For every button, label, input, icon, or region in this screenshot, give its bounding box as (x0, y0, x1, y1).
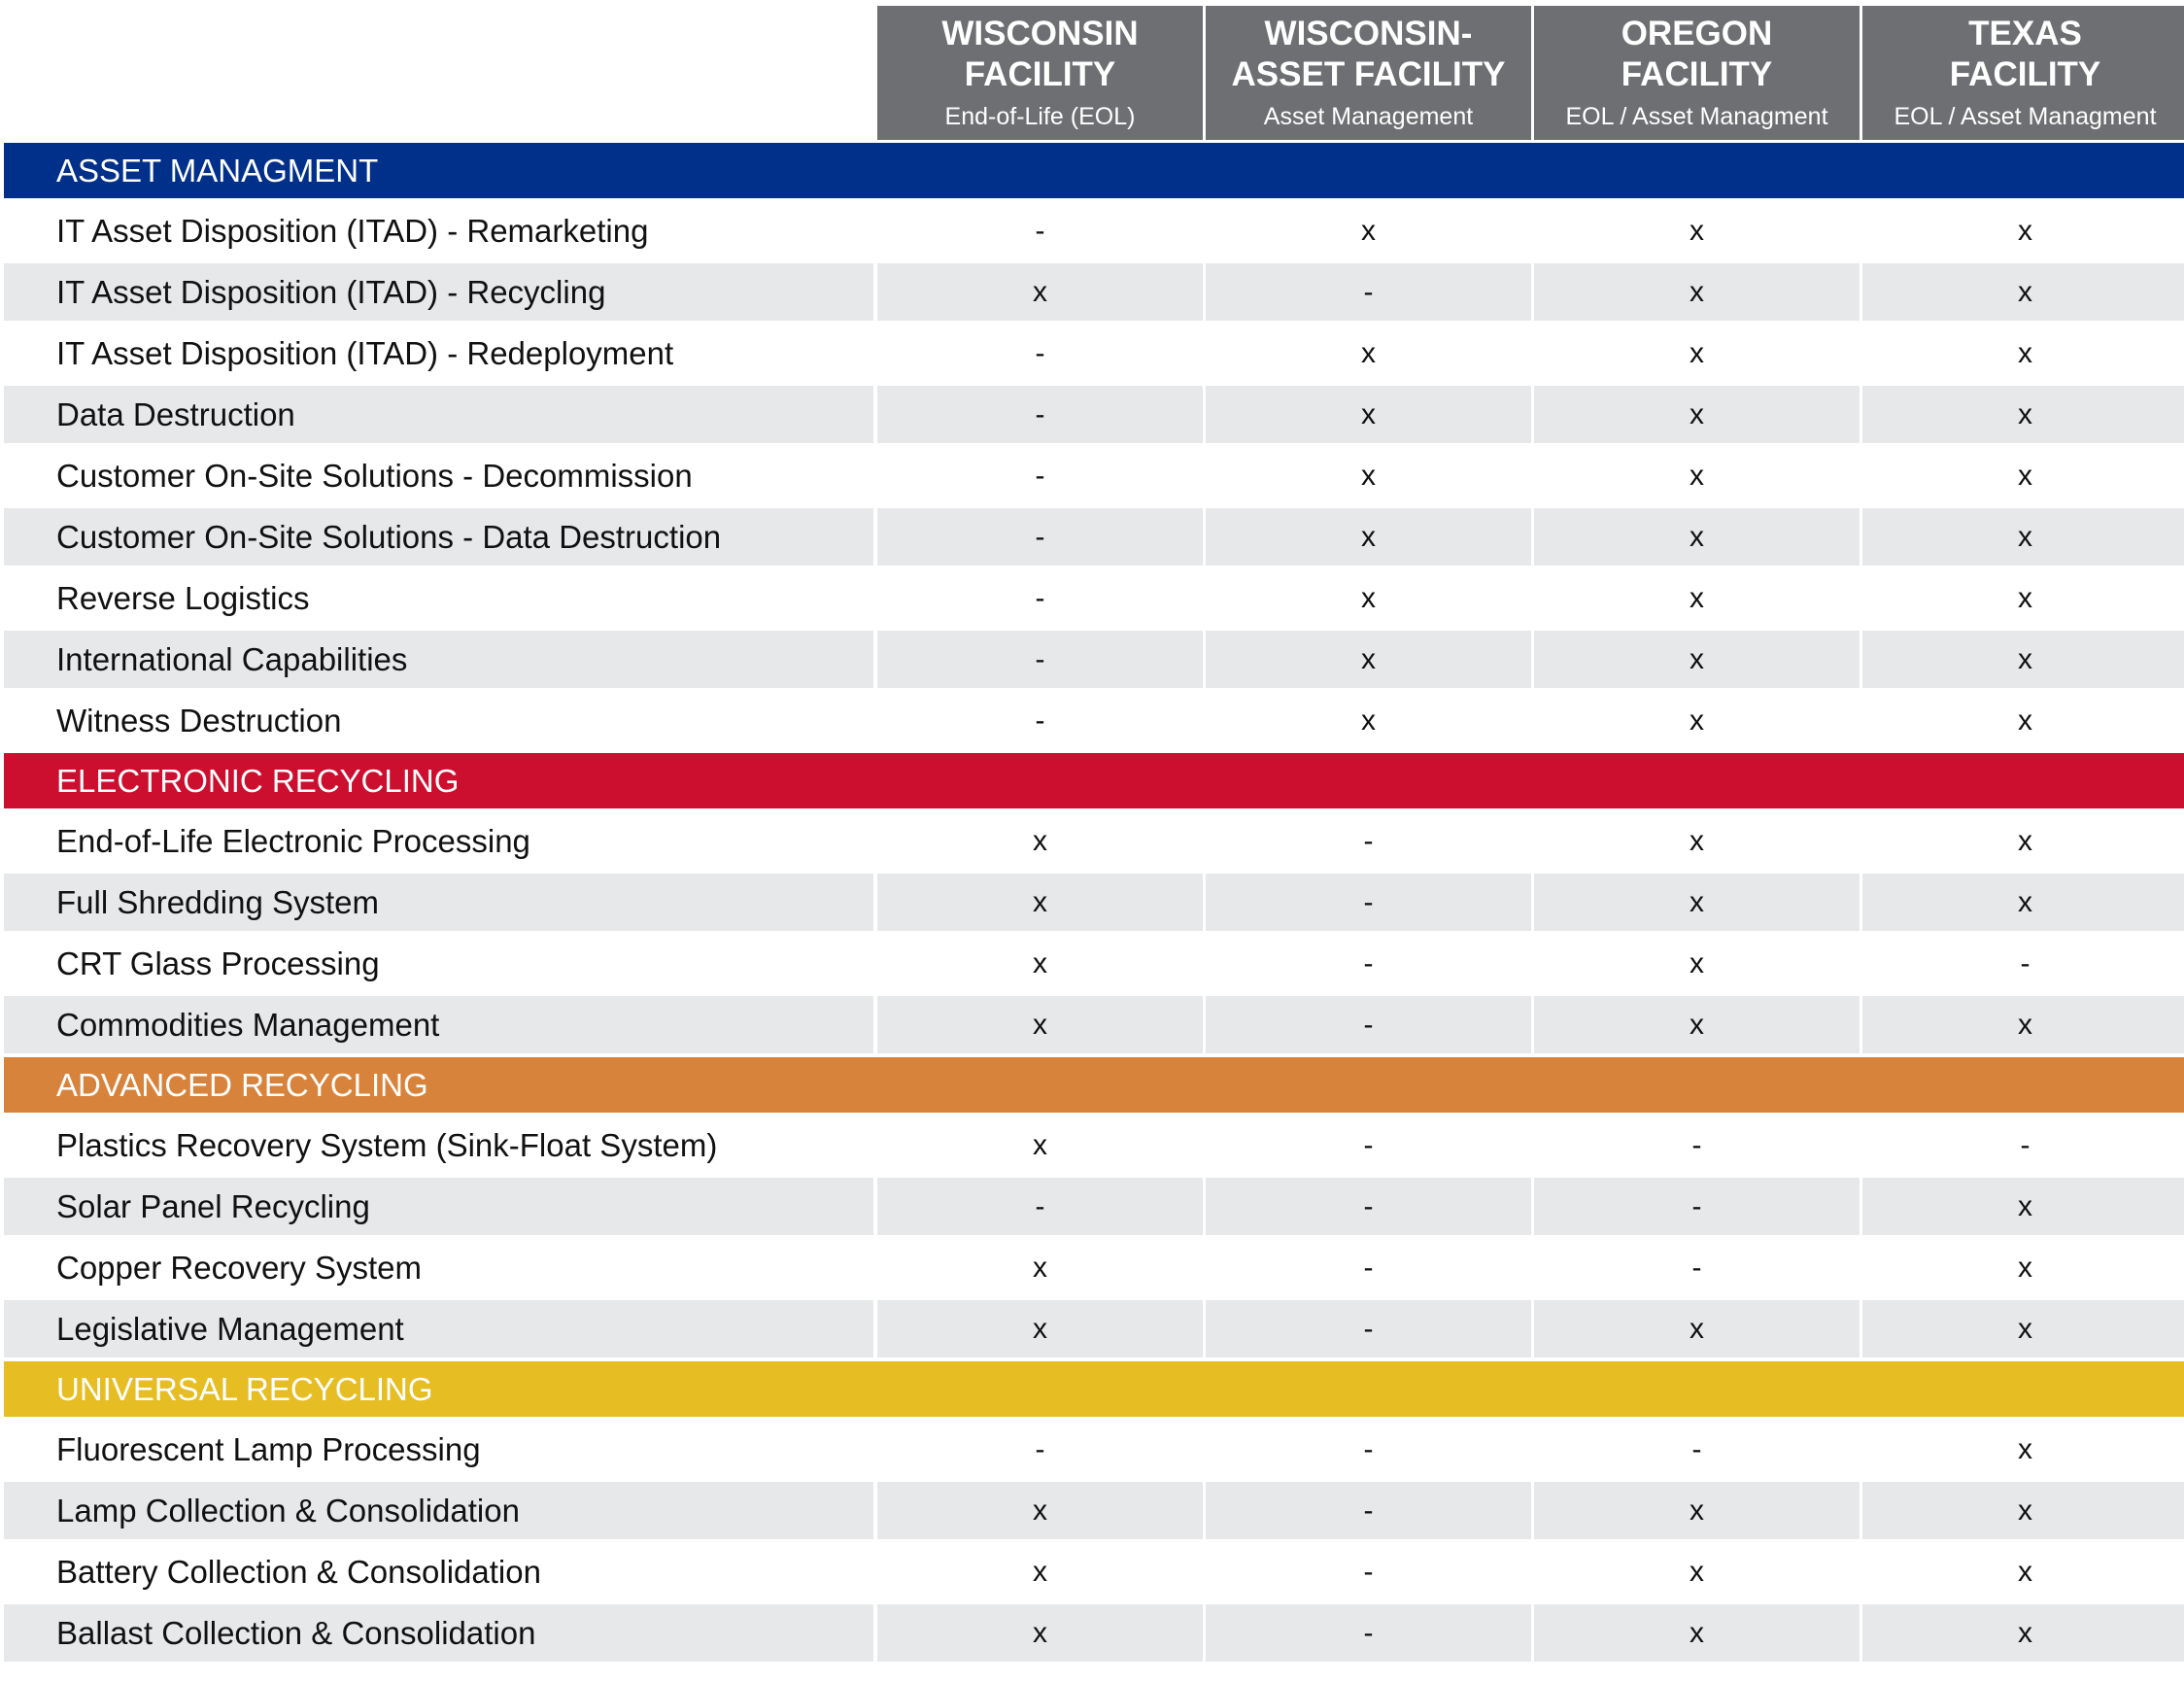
row-label: Full Shredding System (4, 874, 873, 931)
capability-cell: x (1534, 812, 1860, 870)
capability-cell: - (877, 508, 1203, 566)
capability-cell: - (877, 386, 1203, 443)
capability-cell: x (1534, 1543, 1860, 1600)
row-label: Commodities Management (4, 996, 873, 1053)
capability-cell: - (1534, 1421, 1860, 1478)
row-label: Battery Collection & Consolidation (4, 1543, 873, 1600)
capability-cell: x (1534, 874, 1860, 931)
capability-cell: - (1206, 1116, 1531, 1174)
capability-cell: x (1534, 631, 1860, 688)
capability-cell: x (1862, 1604, 2184, 1662)
section-header: ADVANCED RECYCLING (4, 1057, 2184, 1113)
capability-cell: x (877, 874, 1203, 931)
capability-cell: x (1862, 692, 2184, 749)
capability-cell: x (1534, 935, 1860, 992)
row-label: Fluorescent Lamp Processing (4, 1421, 873, 1478)
capability-cell: x (1534, 1604, 1860, 1662)
capability-cell: x (877, 996, 1203, 1053)
column-title-line1: WISCONSIN (941, 15, 1139, 52)
capability-cell: x (1862, 1239, 2184, 1296)
table-row (4, 569, 2184, 627)
capability-cell: x (1862, 812, 2184, 870)
row-label: Copper Recovery System (4, 1239, 873, 1296)
row-label: Reverse Logistics (4, 569, 873, 627)
column-subtitle: EOL / Asset Managment (1894, 103, 2157, 130)
capability-cell: x (877, 1482, 1203, 1539)
column-header (1862, 6, 2184, 140)
capability-cell: x (1862, 325, 2184, 382)
capability-cell: x (1206, 508, 1531, 566)
table-row (4, 935, 2184, 992)
column-title-line1: OREGON (1621, 15, 1773, 52)
capability-cell: - (1862, 935, 2184, 992)
capability-cell: x (877, 812, 1203, 870)
capability-cell: x (877, 1116, 1203, 1174)
table-row (4, 996, 2184, 1053)
capability-cell: x (1862, 263, 2184, 321)
table-row (4, 263, 2184, 321)
capability-cell: - (877, 325, 1203, 382)
table-row (4, 447, 2184, 504)
row-label: IT Asset Disposition (ITAD) - Recycling (4, 263, 873, 321)
row-label: Customer On-Site Solutions - Decommission (4, 447, 873, 504)
table-row (4, 692, 2184, 749)
column-title-line2: ASSET FACILITY (1231, 55, 1506, 93)
row-label: IT Asset Disposition (ITAD) - Redeployment (4, 325, 873, 382)
row-label: Lamp Collection & Consolidation (4, 1482, 873, 1539)
capability-cell: x (1206, 386, 1531, 443)
capability-cell: x (877, 1543, 1203, 1600)
section-header: ELECTRONIC RECYCLING (4, 753, 2184, 808)
table-row (4, 1239, 2184, 1296)
capability-cell: x (1206, 692, 1531, 749)
table-row (4, 1604, 2184, 1662)
capability-cell: - (1206, 263, 1531, 321)
column-subtitle: End-of-Life (EOL) (944, 103, 1136, 130)
column-header (1206, 6, 1531, 140)
capability-cell: - (877, 569, 1203, 627)
column-title-line2: FACILITY (1949, 55, 2101, 93)
capability-cell: x (1534, 996, 1860, 1053)
column-header (1534, 6, 1860, 140)
capability-cell: - (1206, 812, 1531, 870)
capability-cell: - (1206, 874, 1531, 931)
capability-cell: x (1534, 1482, 1860, 1539)
capability-cell: x (1534, 569, 1860, 627)
capability-cell: x (1206, 325, 1531, 382)
column-subtitle: EOL / Asset Managment (1565, 103, 1828, 130)
table-row (4, 325, 2184, 382)
table-row (4, 386, 2184, 443)
capability-cell: - (1206, 1482, 1531, 1539)
capability-cell: x (1862, 1421, 2184, 1478)
capability-cell: x (1206, 447, 1531, 504)
capability-cell: x (877, 1239, 1203, 1296)
capability-cell: x (1534, 325, 1860, 382)
table-row (4, 202, 2184, 259)
table-row (4, 1482, 2184, 1539)
capability-cell: - (1206, 1178, 1531, 1235)
capability-cell: x (1862, 1178, 2184, 1235)
capability-cell: x (1862, 569, 2184, 627)
table-row (4, 631, 2184, 688)
capability-cell: - (877, 1178, 1203, 1235)
table-row (4, 874, 2184, 931)
section-header: ASSET MANAGMENT (4, 143, 2184, 198)
capability-cell: x (877, 263, 1203, 321)
row-label: Legislative Management (4, 1300, 873, 1357)
capability-cell: - (1862, 1116, 2184, 1174)
table-row (4, 1116, 2184, 1174)
table-row (4, 1178, 2184, 1235)
capability-cell: x (1862, 508, 2184, 566)
column-title-line2: FACILITY (964, 55, 1116, 93)
capability-cell: - (1206, 1543, 1531, 1600)
column-title-line1: WISCONSIN- (1264, 15, 1473, 52)
table-row (4, 1543, 2184, 1600)
capability-cell: x (1534, 447, 1860, 504)
table-row (4, 812, 2184, 870)
capability-cell: x (1862, 1543, 2184, 1600)
row-label: End-of-Life Electronic Processing (4, 812, 873, 870)
capability-cell: - (1206, 1604, 1531, 1662)
row-label: CRT Glass Processing (4, 935, 873, 992)
capability-cell: - (877, 1421, 1203, 1478)
capability-cell: x (1534, 202, 1860, 259)
capability-cell: x (1862, 386, 2184, 443)
capability-cell: - (1206, 996, 1531, 1053)
capability-cell: x (1534, 508, 1860, 566)
column-header (877, 6, 1203, 140)
capability-cell: - (877, 631, 1203, 688)
row-label: Customer On-Site Solutions - Data Destruction (4, 508, 873, 566)
capability-cell: x (1534, 692, 1860, 749)
column-title-line2: FACILITY (1621, 55, 1773, 93)
row-label: Ballast Collection & Consolidation (4, 1604, 873, 1662)
capability-cell: x (1862, 631, 2184, 688)
capability-cell: - (877, 692, 1203, 749)
capability-cell: x (1534, 1300, 1860, 1357)
row-label: Witness Destruction (4, 692, 873, 749)
row-label: Solar Panel Recycling (4, 1178, 873, 1235)
capability-cell: x (1862, 202, 2184, 259)
capability-cell: x (1206, 569, 1531, 627)
capability-cell: x (1862, 447, 2184, 504)
capability-cell: - (1534, 1239, 1860, 1296)
row-label: IT Asset Disposition (ITAD) - Remarketing (4, 202, 873, 259)
capability-cell: x (877, 1300, 1203, 1357)
row-label: Plastics Recovery System (Sink-Float System) (4, 1116, 873, 1174)
table-row (4, 1300, 2184, 1357)
capability-cell: x (877, 1604, 1203, 1662)
capability-cell: - (1534, 1116, 1860, 1174)
capability-cell: - (1534, 1178, 1860, 1235)
capability-cell: x (1534, 263, 1860, 321)
row-label: International Capabilities (4, 631, 873, 688)
capability-cell: - (1206, 1239, 1531, 1296)
capability-cell: x (1862, 1300, 2184, 1357)
capability-cell: x (1862, 874, 2184, 931)
section-header: UNIVERSAL RECYCLING (4, 1361, 2184, 1417)
capability-cell: - (1206, 935, 1531, 992)
capability-cell: x (1206, 202, 1531, 259)
row-label: Data Destruction (4, 386, 873, 443)
column-title-line1: TEXAS (1968, 15, 2082, 52)
table-row (4, 1421, 2184, 1478)
capability-cell: - (1206, 1300, 1531, 1357)
capability-cell: x (1534, 386, 1860, 443)
capability-cell: x (1862, 996, 2184, 1053)
capability-cell: x (877, 935, 1203, 992)
table-row (4, 508, 2184, 566)
capability-cell: x (1862, 1482, 2184, 1539)
column-subtitle: Asset Management (1263, 103, 1474, 130)
capability-cell: - (877, 202, 1203, 259)
capability-cell: x (1206, 631, 1531, 688)
capability-cell: - (877, 447, 1203, 504)
capability-cell: - (1206, 1421, 1531, 1478)
